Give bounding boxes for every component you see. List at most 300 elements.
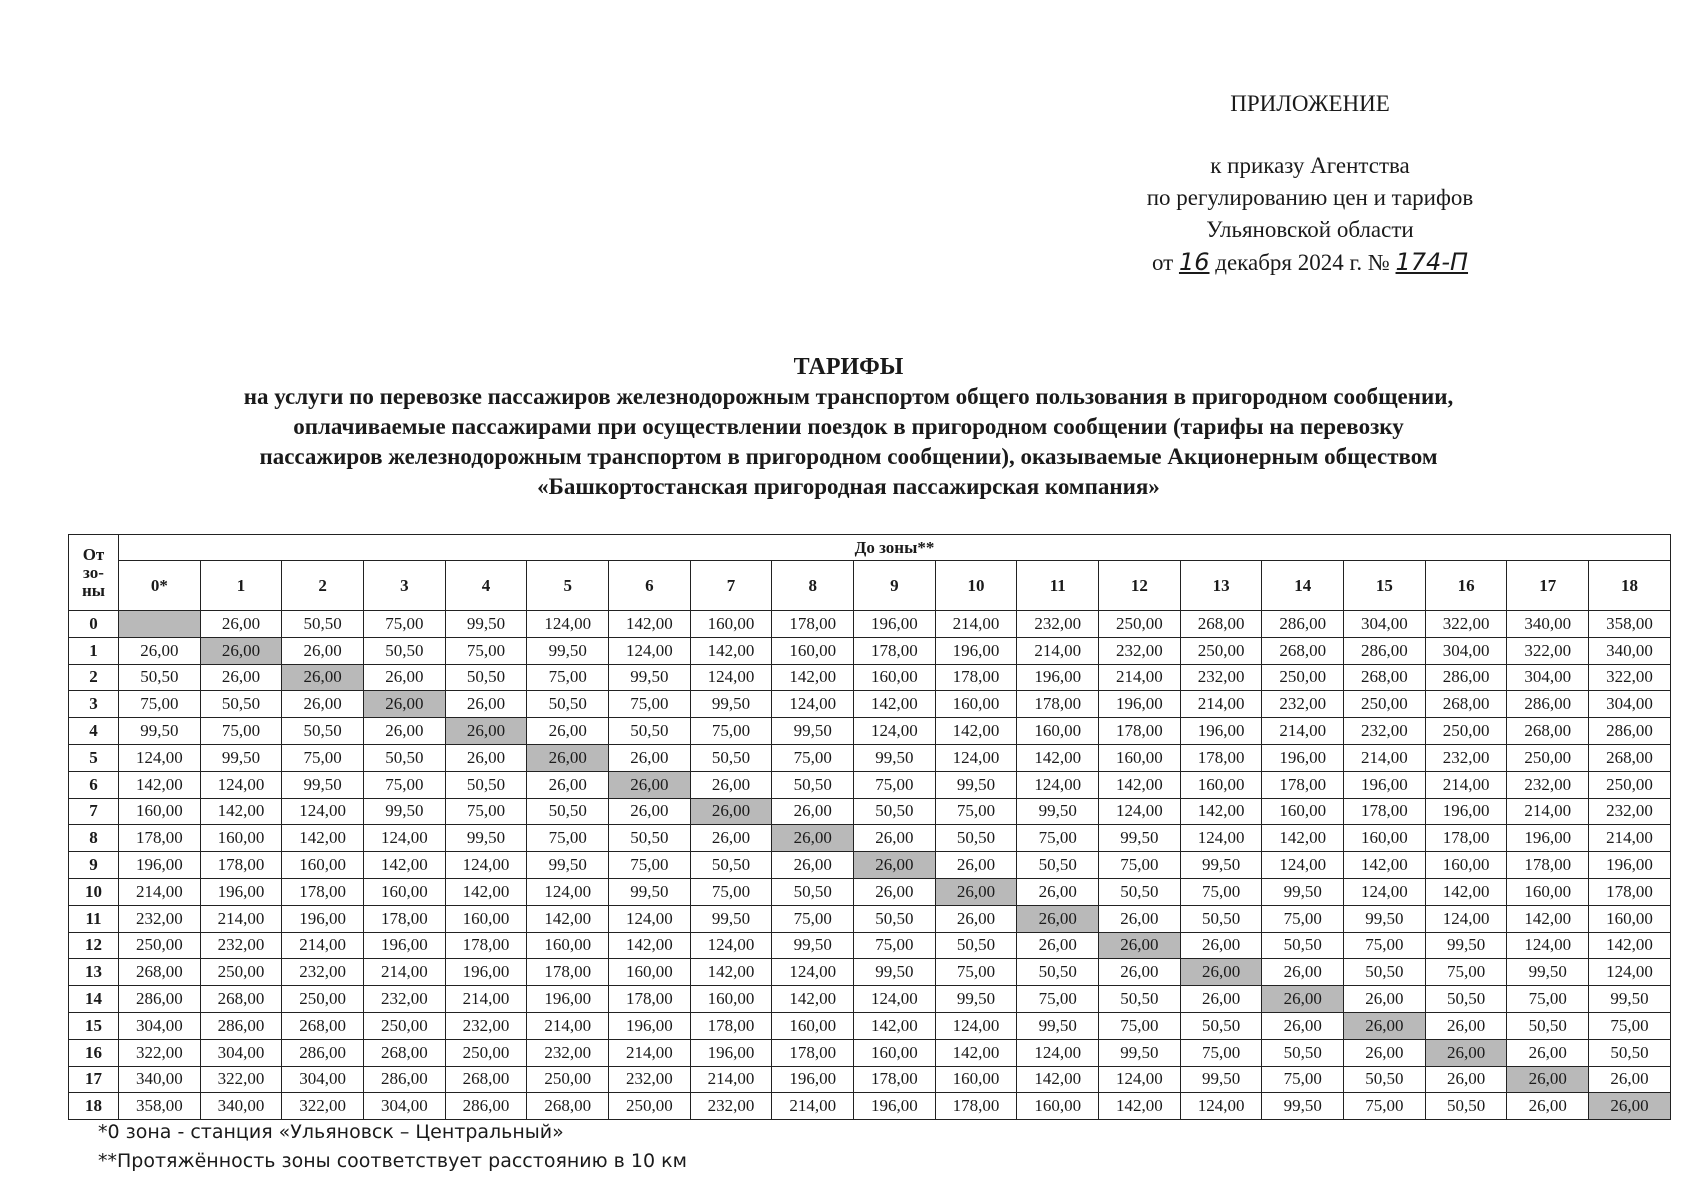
table-cell: 250,00: [445, 1039, 527, 1066]
to-zone-0: 0*: [119, 561, 201, 611]
table-cell: 340,00: [119, 1066, 201, 1093]
table-cell: 142,00: [1017, 744, 1099, 771]
table-cell: 124,00: [935, 1012, 1017, 1039]
table-cell: 50,50: [527, 798, 609, 825]
table-cell: 232,00: [1262, 691, 1344, 718]
table-cell: 75,00: [119, 691, 201, 718]
table-cell: 50,50: [527, 691, 609, 718]
table-cell: 50,50: [1017, 959, 1099, 986]
to-zone-3: 3: [364, 561, 446, 611]
table-cell: 214,00: [1507, 798, 1589, 825]
table-cell: 124,00: [854, 986, 936, 1013]
table-cell: 322,00: [119, 1039, 201, 1066]
table-cell: 26,00: [445, 744, 527, 771]
table-cell: 99,50: [690, 905, 772, 932]
table-cell: 142,00: [935, 718, 1017, 745]
table-cell: 50,50: [609, 825, 691, 852]
table-cell: 26,00: [1180, 932, 1262, 959]
table-cell: 178,00: [527, 959, 609, 986]
table-cell: 50,50: [690, 744, 772, 771]
table-cell: 214,00: [1180, 691, 1262, 718]
table-cell: 99,50: [1017, 1012, 1099, 1039]
table-cell: 268,00: [119, 959, 201, 986]
table-cell: 358,00: [1589, 611, 1671, 638]
table-cell: 196,00: [1344, 771, 1426, 798]
table-cell: 75,00: [1589, 1012, 1671, 1039]
table-cell: 75,00: [1344, 932, 1426, 959]
table-cell: 286,00: [1344, 637, 1426, 664]
to-zone-header: До зоны**: [119, 535, 1671, 561]
table-cell: 196,00: [119, 852, 201, 879]
table-cell: 75,00: [527, 825, 609, 852]
table-cell: 124,00: [364, 825, 446, 852]
table-cell: 142,00: [527, 905, 609, 932]
table-cell: 286,00: [445, 1093, 527, 1120]
table-cell: 26,00: [1507, 1039, 1589, 1066]
table-cell: 99,50: [935, 986, 1017, 1013]
table-cell: 124,00: [1017, 771, 1099, 798]
table-cell: 232,00: [200, 932, 282, 959]
table-cell: 286,00: [364, 1066, 446, 1093]
to-zone-12: 12: [1099, 561, 1181, 611]
table-cell: 196,00: [854, 611, 936, 638]
table-cell: 214,00: [364, 959, 446, 986]
table-cell: 160,00: [690, 986, 772, 1013]
table-cell: 196,00: [1589, 852, 1671, 879]
table-cell: 160,00: [445, 905, 527, 932]
table-cell: 178,00: [1425, 825, 1507, 852]
table-cell: 124,00: [1180, 825, 1262, 852]
table-cell: 196,00: [1017, 664, 1099, 691]
table-cell: 99,50: [1425, 932, 1507, 959]
from-zone-cell: 10: [69, 878, 119, 905]
table-cell: 178,00: [854, 1066, 936, 1093]
table-cell: 75,00: [1425, 959, 1507, 986]
table-cell: 99,50: [364, 798, 446, 825]
table-cell: 250,00: [364, 1012, 446, 1039]
table-cell: 160,00: [1017, 718, 1099, 745]
table-cell: 75,00: [772, 905, 854, 932]
table-cell: 160,00: [1344, 825, 1426, 852]
table-cell: 26,00: [935, 905, 1017, 932]
table-cell: 26,00: [445, 691, 527, 718]
table-cell: 160,00: [200, 825, 282, 852]
table-cell: 250,00: [1180, 637, 1262, 664]
table-cell: 142,00: [935, 1039, 1017, 1066]
table-cell: 268,00: [527, 1093, 609, 1120]
table-cell-diagonal: 26,00: [1180, 959, 1262, 986]
table-cell: 50,50: [854, 905, 936, 932]
from-zone-cell: 18: [69, 1093, 119, 1120]
table-cell: 178,00: [200, 852, 282, 879]
table-cell: 124,00: [1262, 852, 1344, 879]
table-cell: 178,00: [854, 637, 936, 664]
table-cell: 50,50: [1262, 932, 1344, 959]
table-cell-diagonal: 26,00: [1099, 932, 1181, 959]
table-cell: 99,50: [1262, 878, 1344, 905]
table-cell: 26,00: [200, 664, 282, 691]
table-cell: 268,00: [364, 1039, 446, 1066]
table-cell: 75,00: [445, 637, 527, 664]
table-cell: 196,00: [200, 878, 282, 905]
table-cell: 124,00: [1180, 1093, 1262, 1120]
table-cell: 232,00: [1425, 744, 1507, 771]
table-cell: 50,50: [119, 664, 201, 691]
table-cell: 286,00: [119, 986, 201, 1013]
table-cell: 26,00: [1017, 878, 1099, 905]
table-row: [69, 852, 1671, 879]
table-cell: 26,00: [527, 771, 609, 798]
to-zone-13: 13: [1180, 561, 1262, 611]
table-cell: 322,00: [282, 1093, 364, 1120]
table-cell: 196,00: [935, 637, 1017, 664]
table-cell-diagonal: 26,00: [364, 691, 446, 718]
table-row: [69, 664, 1671, 691]
to-zone-15: 15: [1344, 561, 1426, 611]
table-cell-diagonal: 26,00: [445, 718, 527, 745]
table-cell: 50,50: [1262, 1039, 1344, 1066]
from-zone-cell: 0: [69, 611, 119, 638]
table-cell: 75,00: [609, 852, 691, 879]
table-cell: 250,00: [1589, 771, 1671, 798]
table-cell: 196,00: [364, 932, 446, 959]
table-cell: 178,00: [1099, 718, 1181, 745]
table-cell: 75,00: [772, 744, 854, 771]
table-cell: 286,00: [200, 1012, 282, 1039]
table-cell: 50,50: [364, 637, 446, 664]
from-zone-cell: 13: [69, 959, 119, 986]
table-cell: 178,00: [935, 1093, 1017, 1120]
table-cell: 214,00: [609, 1039, 691, 1066]
from-zone-cell: 2: [69, 664, 119, 691]
table-cell: 26,00: [854, 878, 936, 905]
table-cell: 160,00: [935, 1066, 1017, 1093]
table-cell: 75,00: [364, 611, 446, 638]
table-cell: 160,00: [690, 611, 772, 638]
table-cell: 160,00: [364, 878, 446, 905]
table-cell: 124,00: [690, 664, 772, 691]
table-cell: 160,00: [119, 798, 201, 825]
table-cell: 196,00: [1262, 744, 1344, 771]
table-cell: 178,00: [772, 1039, 854, 1066]
table-cell: 250,00: [1507, 744, 1589, 771]
table-cell: 142,00: [445, 878, 527, 905]
table-cell: 232,00: [119, 905, 201, 932]
table-row: [69, 825, 1671, 852]
table-cell: 178,00: [935, 664, 1017, 691]
table-cell: 286,00: [1589, 718, 1671, 745]
table-cell: 50,50: [1180, 1012, 1262, 1039]
table-cell: 250,00: [609, 1093, 691, 1120]
table-cell: 26,00: [1589, 1066, 1671, 1093]
table-cell: 99,50: [1589, 986, 1671, 1013]
table-cell: 26,00: [1180, 986, 1262, 1013]
table-cell: 232,00: [690, 1093, 772, 1120]
table-cell: 50,50: [364, 744, 446, 771]
table-cell-diagonal: 26,00: [282, 664, 364, 691]
table-cell: 75,00: [935, 959, 1017, 986]
table-cell: 232,00: [1344, 718, 1426, 745]
table-cell: 124,00: [1507, 932, 1589, 959]
table-cell: 214,00: [527, 1012, 609, 1039]
table-cell: 142,00: [1507, 905, 1589, 932]
table-cell-diagonal: 26,00: [609, 771, 691, 798]
table-row: [69, 986, 1671, 1013]
table-cell: 124,00: [200, 771, 282, 798]
table-cell: 26,00: [282, 637, 364, 664]
table-cell: 124,00: [1099, 798, 1181, 825]
appendix-line-3: Ульяновской области: [1206, 217, 1414, 242]
table-cell: 26,00: [690, 771, 772, 798]
table-cell: 214,00: [119, 878, 201, 905]
table-cell: 250,00: [1425, 718, 1507, 745]
table-cell: 75,00: [364, 771, 446, 798]
table-cell: 196,00: [445, 959, 527, 986]
table-cell-diagonal: 26,00: [527, 744, 609, 771]
table-cell: 142,00: [690, 959, 772, 986]
table-cell: 142,00: [854, 691, 936, 718]
table-row: [69, 932, 1671, 959]
table-cell: 50,50: [445, 664, 527, 691]
table-cell: 50,50: [1180, 905, 1262, 932]
table-cell: 99,50: [1017, 798, 1099, 825]
from-zone-cell: 16: [69, 1039, 119, 1066]
table-cell: 26,00: [935, 852, 1017, 879]
table-cell: 99,50: [445, 825, 527, 852]
table-cell: 50,50: [935, 932, 1017, 959]
table-cell: 26,00: [1099, 905, 1181, 932]
table-cell: 99,50: [772, 932, 854, 959]
table-cell: 214,00: [1262, 718, 1344, 745]
heading-line-3: пассажиров железнодорожным транспортом в пригородном сообщении), оказываемые Акционерным обществом: [259, 444, 1438, 469]
table-cell: 196,00: [690, 1039, 772, 1066]
from-zone-cell: 3: [69, 691, 119, 718]
table-cell: 26,00: [1425, 1066, 1507, 1093]
table-cell: 50,50: [1099, 878, 1181, 905]
table-cell: 26,00: [1017, 932, 1099, 959]
table-cell: 142,00: [609, 932, 691, 959]
to-zone-8: 8: [772, 561, 854, 611]
to-zone-14: 14: [1262, 561, 1344, 611]
table-row: [69, 744, 1671, 771]
table-cell: 214,00: [1344, 744, 1426, 771]
from-zone-cell: 17: [69, 1066, 119, 1093]
table-cell: 124,00: [1099, 1066, 1181, 1093]
appendix-title: ПРИЛОЖЕНИЕ: [1230, 91, 1390, 116]
table-cell: 50,50: [1589, 1039, 1671, 1066]
table-cell: 160,00: [854, 1039, 936, 1066]
to-zone-18: 18: [1589, 561, 1671, 611]
table-cell: 196,00: [527, 986, 609, 1013]
tariff-table-body: [69, 611, 1671, 1120]
table-cell: 99,50: [854, 744, 936, 771]
footnote-zone-length: **Протяжённость зоны соответствует расстоянию в 10 км: [98, 1150, 687, 1172]
table-cell-diagonal: 26,00: [1017, 905, 1099, 932]
table-cell: 75,00: [1099, 1012, 1181, 1039]
table-cell: 50,50: [1344, 1066, 1426, 1093]
table-cell: 322,00: [1507, 637, 1589, 664]
table-cell: 26,00: [364, 664, 446, 691]
document-title: ТАРИФЫ: [793, 354, 904, 380]
table-row: [69, 905, 1671, 932]
table-cell: 50,50: [854, 798, 936, 825]
appendix-line-2: по регулированию цен и тарифов: [1146, 185, 1474, 210]
from-zone-cell: 15: [69, 1012, 119, 1039]
from-zone-cell: 8: [69, 825, 119, 852]
table-cell: 178,00: [445, 932, 527, 959]
table-cell: 160,00: [1589, 905, 1671, 932]
table-cell: 232,00: [282, 959, 364, 986]
table-cell: 250,00: [200, 959, 282, 986]
table-cell-diagonal: 26,00: [1262, 986, 1344, 1013]
table-cell: 99,50: [1262, 1093, 1344, 1120]
table-cell: 99,50: [772, 718, 854, 745]
appendix-line-1: к приказу Агентства: [1210, 153, 1410, 178]
table-cell: 232,00: [1017, 611, 1099, 638]
table-cell: 196,00: [854, 1093, 936, 1120]
table-row: [69, 611, 1671, 638]
to-zone-16: 16: [1425, 561, 1507, 611]
table-cell: 99,50: [282, 771, 364, 798]
from-zone-cell: 4: [69, 718, 119, 745]
table-cell: 26,00: [364, 718, 446, 745]
table-cell: 178,00: [1507, 852, 1589, 879]
table-cell: 160,00: [527, 932, 609, 959]
table-cell: 304,00: [1507, 664, 1589, 691]
table-cell: 178,00: [772, 611, 854, 638]
table-cell: 142,00: [1344, 852, 1426, 879]
table-cell: 124,00: [119, 744, 201, 771]
table-cell: 26,00: [854, 825, 936, 852]
table-cell: 26,00: [527, 718, 609, 745]
table-cell: 75,00: [1099, 852, 1181, 879]
table-row: [69, 718, 1671, 745]
table-cell: 304,00: [282, 1066, 364, 1093]
table-cell: 26,00: [1344, 986, 1426, 1013]
table-cell: 214,00: [1425, 771, 1507, 798]
table-cell: 124,00: [690, 932, 772, 959]
table-cell: 232,00: [445, 1012, 527, 1039]
table-cell: 142,00: [1180, 798, 1262, 825]
table-cell: 250,00: [1262, 664, 1344, 691]
table-cell: 250,00: [1344, 691, 1426, 718]
document-heading: [80, 352, 1617, 502]
table-cell: 160,00: [1425, 852, 1507, 879]
from-zone-cell: 7: [69, 798, 119, 825]
table-cell: 75,00: [1344, 1093, 1426, 1120]
table-cell: 340,00: [200, 1093, 282, 1120]
table-cell: 75,00: [1017, 825, 1099, 852]
table-cell: 178,00: [609, 986, 691, 1013]
to-zone-6: 6: [609, 561, 691, 611]
table-cell: 50,50: [690, 852, 772, 879]
table-cell: 232,00: [364, 986, 446, 1013]
table-cell: 322,00: [200, 1066, 282, 1093]
table-cell: 50,50: [1425, 986, 1507, 1013]
table-cell: 124,00: [1344, 878, 1426, 905]
table-cell: 99,50: [609, 664, 691, 691]
table-row: [69, 771, 1671, 798]
table-cell: 250,00: [527, 1066, 609, 1093]
table-cell: 124,00: [854, 718, 936, 745]
date-rest: декабря 2024 г. №: [1215, 250, 1390, 275]
table-cell: 124,00: [527, 611, 609, 638]
table-cell: 232,00: [1589, 798, 1671, 825]
table-row: [69, 1066, 1671, 1093]
table-cell: 160,00: [1507, 878, 1589, 905]
table-cell: 178,00: [1017, 691, 1099, 718]
table-cell: 26,00: [1262, 959, 1344, 986]
to-zone-10: 10: [935, 561, 1017, 611]
table-cell: 75,00: [935, 798, 1017, 825]
table-cell: 99,50: [1180, 852, 1262, 879]
table-cell: 268,00: [1180, 611, 1262, 638]
table-cell: 26,00: [609, 744, 691, 771]
table-cell: 160,00: [772, 637, 854, 664]
table-cell: 26,00: [690, 825, 772, 852]
table-cell: 286,00: [1425, 664, 1507, 691]
table-cell: 99,50: [935, 771, 1017, 798]
table-cell: 26,00: [1344, 1039, 1426, 1066]
table-cell: 214,00: [200, 905, 282, 932]
date-prefix: от: [1151, 250, 1174, 275]
table-cell: 99,50: [854, 959, 936, 986]
from-zone-cell: 5: [69, 744, 119, 771]
table-row: [69, 878, 1671, 905]
date-day-handwritten: 16: [1178, 248, 1210, 276]
table-cell: 75,00: [1180, 1039, 1262, 1066]
table-cell: 268,00: [445, 1066, 527, 1093]
table-cell: 178,00: [1589, 878, 1671, 905]
table-cell: 75,00: [1262, 1066, 1344, 1093]
table-cell: 75,00: [282, 744, 364, 771]
table-cell: 340,00: [1589, 637, 1671, 664]
table-cell-diagonal: 26,00: [1344, 1012, 1426, 1039]
table-cell: 99,50: [609, 878, 691, 905]
table-row: [69, 1012, 1671, 1039]
table-cell: 160,00: [1017, 1093, 1099, 1120]
to-zone-1: 1: [200, 561, 282, 611]
table-cell: 214,00: [282, 932, 364, 959]
appendix-block: [1100, 88, 1520, 279]
table-cell: 75,00: [690, 878, 772, 905]
table-cell: 142,00: [1425, 878, 1507, 905]
table-cell: 124,00: [1017, 1039, 1099, 1066]
to-zone-11: 11: [1017, 561, 1099, 611]
table-cell: 26,00: [119, 637, 201, 664]
table-cell: 26,00: [1262, 1012, 1344, 1039]
table-cell: 160,00: [854, 664, 936, 691]
table-cell: 99,50: [1180, 1066, 1262, 1093]
tariff-table: [68, 534, 1671, 1120]
table-cell: 75,00: [200, 718, 282, 745]
table-cell: 268,00: [1344, 664, 1426, 691]
table-cell-diagonal: [119, 611, 201, 638]
table-cell: 142,00: [1099, 771, 1181, 798]
table-cell: 142,00: [854, 1012, 936, 1039]
table-cell-diagonal: 26,00: [935, 878, 1017, 905]
table-cell: 196,00: [609, 1012, 691, 1039]
from-zone-cell: 12: [69, 932, 119, 959]
table-cell: 26,00: [1507, 1093, 1589, 1120]
table-cell: 142,00: [609, 611, 691, 638]
table-cell: 304,00: [200, 1039, 282, 1066]
to-zone-7: 7: [690, 561, 772, 611]
table-cell: 26,00: [1099, 959, 1181, 986]
table-cell: 304,00: [1589, 691, 1671, 718]
table-cell: 124,00: [527, 878, 609, 905]
table-cell: 322,00: [1425, 611, 1507, 638]
